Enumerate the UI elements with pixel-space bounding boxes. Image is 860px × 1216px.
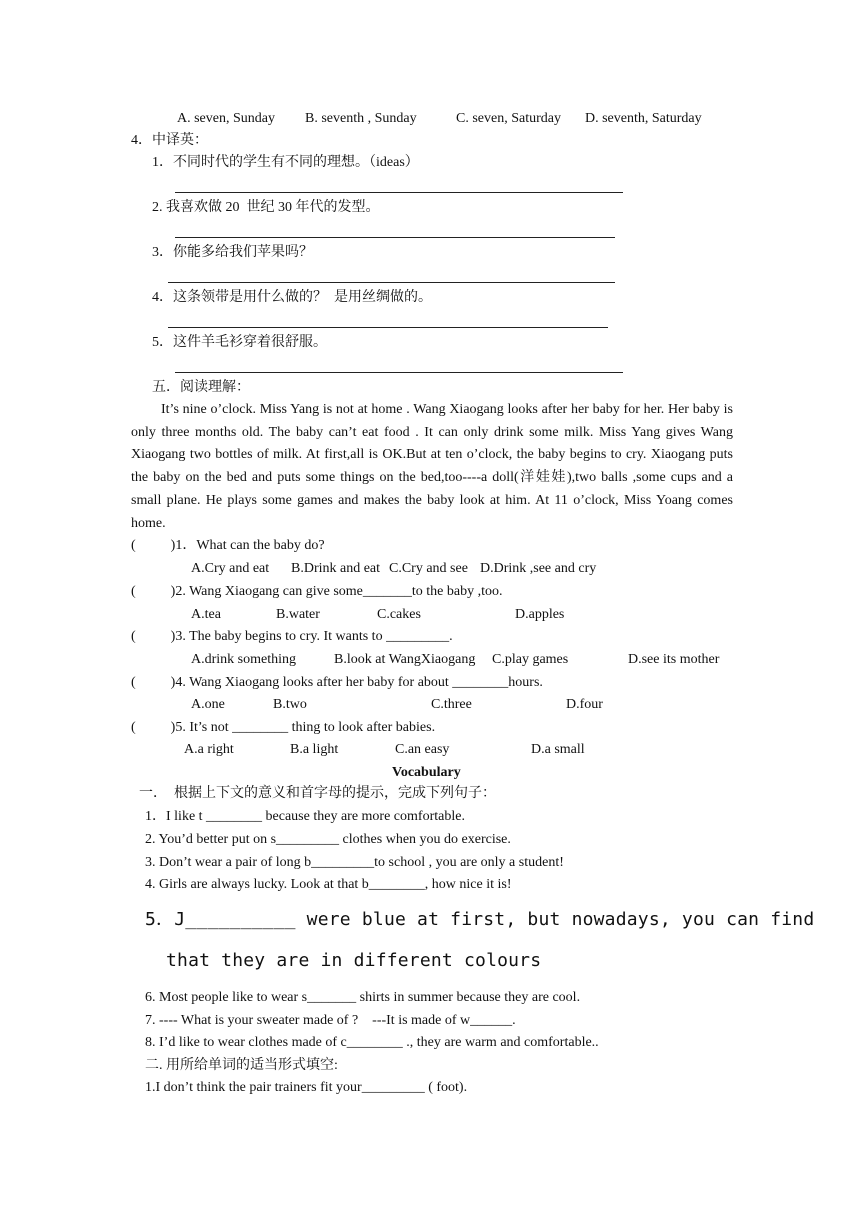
- answer-line-1[interactable]: [175, 192, 623, 193]
- translation-item-1: 1．不同时代的学生有不同的理想。（ideas）: [152, 155, 419, 170]
- q2-option-b: B.water: [276, 607, 320, 622]
- vocab-item-5-line2: that they are in different colours: [166, 950, 542, 971]
- vocab-item-8: 8. I’d like to wear clothes made of c________ ., they are warm and comfortable..: [145, 1035, 599, 1050]
- q3r-option-d: D.see its mother: [628, 652, 720, 667]
- q3-option-c: C. seven, Saturday: [456, 111, 561, 126]
- answer-line-4[interactable]: [168, 327, 608, 328]
- vocab-item-2: 2. You’d better put on s_________ clothes when you do exercise.: [145, 832, 511, 847]
- vocab-part2-heading: 二. 用所给单词的适当形式填空:: [145, 1058, 338, 1073]
- question-5: ( )5. It’s not ________ thing to look after babies.: [131, 720, 436, 735]
- q5-option-b: B.a light: [290, 742, 339, 757]
- q3-option-a: A. seven, Sunday: [177, 111, 275, 126]
- vocab-item-6: 6. Most people like to wear s_______ shirts in summer because they are cool.: [145, 990, 581, 1005]
- translation-item-4: 4．这条领带是用什么做的？ 是用丝绸做的。: [152, 290, 432, 305]
- vocab-item-4: 4. Girls are always lucky. Look at that b________, how nice it is!: [145, 877, 512, 892]
- q1-option-b: B.Drink and eat: [291, 561, 381, 576]
- q4-option-d: D.four: [566, 697, 603, 712]
- translation-item-3: 3．你能多给我们苹果吗？: [152, 245, 313, 260]
- q2-option-d: D.apples: [515, 607, 565, 622]
- reading-passage: It’s nine o’clock. Miss Yang is not at home . Wang Xiaogang looks after her baby for her. Her baby is only three months old. The baby can’t eat food . It can only drink some milk. Miss Yang gives Wang Xiaogang two bottles of milk. At first,all is OK.But at ten o’clock, the baby begins to cry. Xiaogang puts the baby on the bed and puts some things on the bed,too----a doll(洋娃娃),two balls ,some cups and a small plane. He plays some games and makes the baby look at him. At 11 o’clock, Miss Yoang comes home.: [131, 402, 733, 531]
- vocab-item-7: 7. ---- What is your sweater made of ? ---It is made of w______.: [145, 1013, 516, 1028]
- q3-option-d: D. seventh, Saturday: [585, 111, 702, 126]
- vocab-part2-item-1: 1.I don’t think the pair trainers fit your_________ ( foot).: [145, 1080, 468, 1095]
- q4-option-c: C.three: [431, 697, 472, 712]
- translation-item-2: 2. 我喜欢做 20 世纪 30 年代的发型。: [152, 200, 380, 215]
- q3r-option-a: A.drink something: [191, 652, 296, 667]
- answer-line-3[interactable]: [168, 282, 615, 283]
- q2-option-c: C.cakes: [377, 607, 421, 622]
- vocabulary-title: Vocabulary: [392, 765, 461, 780]
- question-2: ( )2. Wang Xiaogang can give some_______to the baby ,too.: [131, 584, 503, 599]
- q5-option-a: A.a right: [184, 742, 234, 757]
- section4-heading: 4．中译英：: [131, 133, 208, 148]
- question-3: ( )3. The baby begins to cry. It wants to _________.: [131, 629, 453, 644]
- answer-line-5[interactable]: [175, 372, 623, 373]
- vocab-item-5-line1: 5．J__________ were blue at first, but nowadays, you can find: [145, 909, 815, 930]
- q2-option-a: A.tea: [191, 607, 221, 622]
- q1-option-a: A.Cry and eat: [191, 561, 270, 576]
- q5-option-d: D.a small: [531, 742, 585, 757]
- translation-item-5: 5．这件羊毛衫穿着很舒服。: [152, 335, 327, 350]
- vocab-item-3: 3. Don’t wear a pair of long b_________to school , you are only a student!: [145, 855, 564, 870]
- q3r-option-c: C.play games: [492, 652, 569, 667]
- q4-option-b: B.two: [273, 697, 307, 712]
- q3r-option-b: B.look at WangXiaogang: [334, 652, 476, 667]
- question-1: ( )1．What can the baby do?: [131, 538, 325, 553]
- q4-option-a: A.one: [191, 697, 225, 712]
- q1-option-d: D.Drink ,see and cry: [480, 561, 597, 576]
- section5-heading: 五．阅读理解：: [152, 380, 250, 395]
- vocab-part1-heading: 一． 根据上下文的意义和首字母的提示，完成下列句子：: [139, 786, 496, 801]
- answer-line-2[interactable]: [175, 237, 615, 238]
- q5-option-c: C.an easy: [395, 742, 450, 757]
- q3-option-b: B. seventh , Sunday: [305, 111, 417, 126]
- question-4: ( )4. Wang Xiaogang looks after her baby for about ________hours.: [131, 675, 543, 690]
- q1-option-c: C.Cry and see: [389, 561, 468, 576]
- vocab-item-1: 1．I like t ________ because they are more comfortable.: [145, 809, 465, 824]
